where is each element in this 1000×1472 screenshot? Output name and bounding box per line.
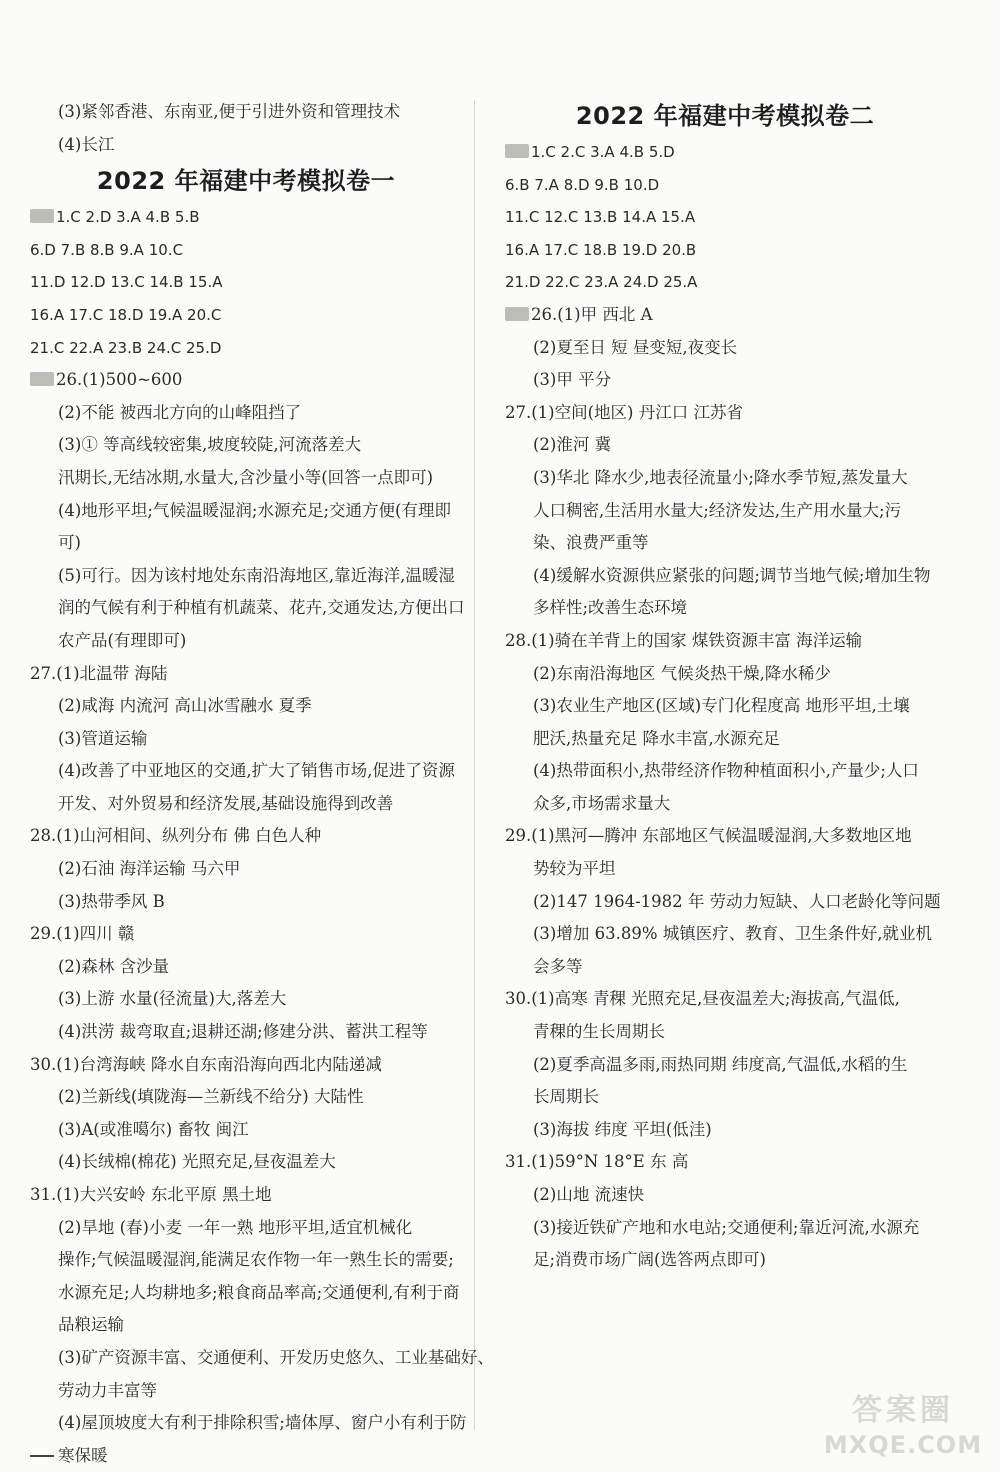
section-two-mark (505, 307, 529, 321)
answer-line: (2)石油 海洋运输 马六甲 (58, 859, 241, 879)
answer-line: 会多等 (533, 956, 583, 976)
answer-line: 29.(1)四川 赣 (30, 924, 135, 944)
choice-answer-row: 11.D 12.D 13.C 14.B 15.A (30, 273, 223, 292)
answer-line: (2)兰新线(填陇海—兰新线不给分) 大陆性 (58, 1087, 364, 1107)
page-footer-mark (30, 1455, 54, 1457)
answer-line: 染、浪费严重等 (533, 533, 649, 553)
answer-line: 势较为平坦 (533, 859, 616, 879)
answer-line: 30.(1)高寒 青稞 光照充足,昼夜温差大;海拔高,气温低, (505, 989, 900, 1009)
choice-answer-row: 21.C 22.A 23.B 24.C 25.D (30, 338, 222, 357)
answer-line: (4)屋顶坡度大有利于排除积雪;墙体厚、窗户小有利于防 (58, 1413, 467, 1433)
answer-line: 水源充足;人均耕地多;粮食商品率高;交通便利,有利于商 (58, 1282, 460, 1302)
section-two-mark (30, 372, 54, 386)
section-one-mark (30, 209, 54, 223)
answer-line: 汛期长,无结冰期,水量大,含沙量小等(回答一点即可) (58, 467, 434, 487)
answer-line: 众多,市场需求量大 (533, 793, 671, 813)
answer-line: (2)淮河 冀 (533, 435, 612, 455)
answer-line: (3)接近铁矿产地和水电站;交通便利;靠近河流,水源充 (533, 1217, 920, 1237)
answer-line: 人口稠密,生活用水量大;经济发达,生产用水量大;污 (533, 500, 902, 520)
answer-line: (2)147 1964-1982 年 劳动力短缺、人口老龄化等问题 (533, 891, 941, 911)
answer-line: (3)甲 平分 (533, 370, 612, 390)
choice-answers-2 (505, 136, 945, 299)
section-one-mark (505, 144, 529, 158)
answer-line: (2)森林 含沙量 (58, 956, 170, 976)
answer-line: 青稞的生长周期长 (533, 1022, 665, 1042)
choice-answer-row: 21.D 22.C 23.A 24.D 25.A (505, 273, 698, 292)
exam-title-2: 2022 年福建中考模拟卷二 (575, 102, 875, 130)
watermark-logo: 答案圈 MXQE.COM (823, 1393, 983, 1459)
choice-answer-row: 1.C 2.C 3.A 4.B 5.D (505, 136, 945, 169)
choice-answer-row: 11.C 12.C 13.B 14.A 15.A (505, 208, 696, 227)
answer-line: (2)咸海 内流河 高山冰雪融水 夏季 (58, 696, 312, 716)
exam-title-1: 2022 年福建中考模拟卷一 (96, 167, 396, 196)
choice-answer-row: 16.A 17.C 18.B 19.D 20.B (505, 240, 697, 259)
choice-answer-row: 1.C 2.D 3.A 4.B 5.B (30, 201, 462, 234)
choice-answer-row: 6.D 7.B 8.B 9.A 10.C (30, 240, 184, 259)
answer-line: (3)海拔 纬度 平坦(低洼) (533, 1119, 712, 1139)
essay-answers-1 (30, 397, 494, 1472)
answer-line: 31.(1)59°N 18°E 东 高 (505, 1152, 689, 1172)
answer-line: (3)A(或准噶尔) 畜牧 闽江 (58, 1119, 249, 1139)
answer-line: (3)农业生产地区(区域)专门化程度高 地形平坦,土壤 (533, 696, 910, 716)
answer-line: (3)增加 63.89% 城镇医疗、教育、卫生条件好,就业机 (533, 924, 933, 944)
answer-line: 肥沃,热量充足 降水丰富,水源充足 (533, 728, 780, 748)
answer-line: 可) (58, 533, 81, 553)
answer-line: (3)热带季风 B (58, 891, 165, 911)
answer-line: 农产品(有理即可) (58, 630, 187, 650)
column-divider (474, 100, 475, 1430)
left-column (30, 96, 494, 1472)
answer-line: (3)华北 降水少,地表径流量小;降水季节短,蒸发量大 (533, 467, 908, 487)
answer-line: (4)热带面积小,热带经济作物种植面积小,产量少;人口 (533, 761, 919, 781)
answer-line: 长周期长 (533, 1087, 599, 1107)
answer-line: (4)缓解水资源供应紧张的问题;调节当地气候;增加生物 (533, 565, 931, 585)
choice-answer-row: 16.A 17.C 18.D 19.A 20.C (30, 305, 222, 324)
answer-line: 30.(1)台湾海峡 降水自东南沿海向西北内陆递减 (30, 1054, 382, 1074)
answer-line: (2)夏季高温多雨,雨热同期 纬度高,气温低,水稻的生 (533, 1054, 908, 1074)
choice-answers-1 (30, 201, 462, 364)
essay-answers-2 (505, 332, 945, 1277)
answer-line: 品粮运输 (58, 1315, 124, 1335)
answer-line: (4)长绒棉(棉花) 光照充足,昼夜温差大 (58, 1152, 336, 1172)
answer-line: 27.(1)空间(地区) 丹江口 江苏省 (505, 402, 743, 422)
answer-line: 31.(1)大兴安岭 东北平原 黑土地 (30, 1185, 272, 1204)
answer-line: 足;消费市场广阔(选答两点即可) (533, 1250, 766, 1270)
answer-line: (2)山地 流速快 (533, 1185, 645, 1204)
answer-line: (3)① 等高线较密集,坡度较陡,河流落差大 (58, 435, 362, 455)
answer-line: (4)地形平坦;气候温暖湿润;水源充足;交通方便(有理即 (58, 500, 451, 520)
answer-line: (3)矿产资源丰富、交通便利、开发历史悠久、工业基础好、 (58, 1347, 494, 1367)
answer-line: 28.(1)山河相间、纵列分布 佛 白色人种 (30, 826, 322, 846)
answer-line: 26.(1)甲 西北 A (505, 299, 945, 332)
answer-line: (3)紧邻香港、东南亚,便于引进外资和管理技术 (58, 102, 401, 121)
right-column (505, 96, 945, 1277)
answer-line: 26.(1)500~600 (30, 364, 462, 397)
answer-line: 劳动力丰富等 (58, 1380, 157, 1400)
answer-line: (2)夏至日 短 昼变短,夜变长 (533, 337, 738, 357)
answer-line: (4)洪涝 裁弯取直;退耕还湖;修建分洪、蓄洪工程等 (58, 1022, 428, 1042)
answer-line: (4)长江 (58, 134, 115, 154)
answer-line: (2)旱地 (春)小麦 一年一熟 地形平坦,适宜机械化 (58, 1217, 413, 1237)
answer-line: (4)改善了中亚地区的交通,扩大了销售市场,促进了资源 (58, 761, 455, 781)
answer-line: 开发、对外贸易和经济发展,基础设施得到改善 (58, 793, 394, 813)
choice-answer-row: 6.B 7.A 8.D 9.B 10.D (505, 175, 660, 194)
answer-line: 操作;气候温暖湿润,能满足农作物一年一熟生长的需要; (58, 1250, 454, 1270)
answer-line: 29.(1)黑河—腾冲 东部地区气候温暖湿润,大多数地区地 (505, 826, 912, 846)
answer-line: 27.(1)北温带 海陆 (30, 663, 168, 683)
answer-line: (2)不能 被西北方向的山峰阻挡了 (58, 402, 302, 422)
answer-line: 多样性;改善生态环境 (533, 598, 688, 618)
answer-line: (3)上游 水量(径流量)大,落差大 (58, 989, 287, 1009)
answer-line: 28.(1)骑在羊背上的国家 煤铁资源丰富 海洋运输 (505, 630, 863, 650)
answer-line: (2)东南沿海地区 气候炎热干燥,降水稀少 (533, 663, 831, 683)
left-pre-lines (30, 96, 462, 161)
answer-line: 寒保暖 (58, 1445, 108, 1465)
answer-line: (3)管道运输 (58, 728, 148, 748)
answer-line: (5)可行。因为该村地处东南沿海地区,靠近海洋,温暖湿 (58, 565, 455, 585)
answer-line: 润的气候有利于种植有机蔬菜、花卉,交通发达,方便出口 (58, 598, 465, 618)
